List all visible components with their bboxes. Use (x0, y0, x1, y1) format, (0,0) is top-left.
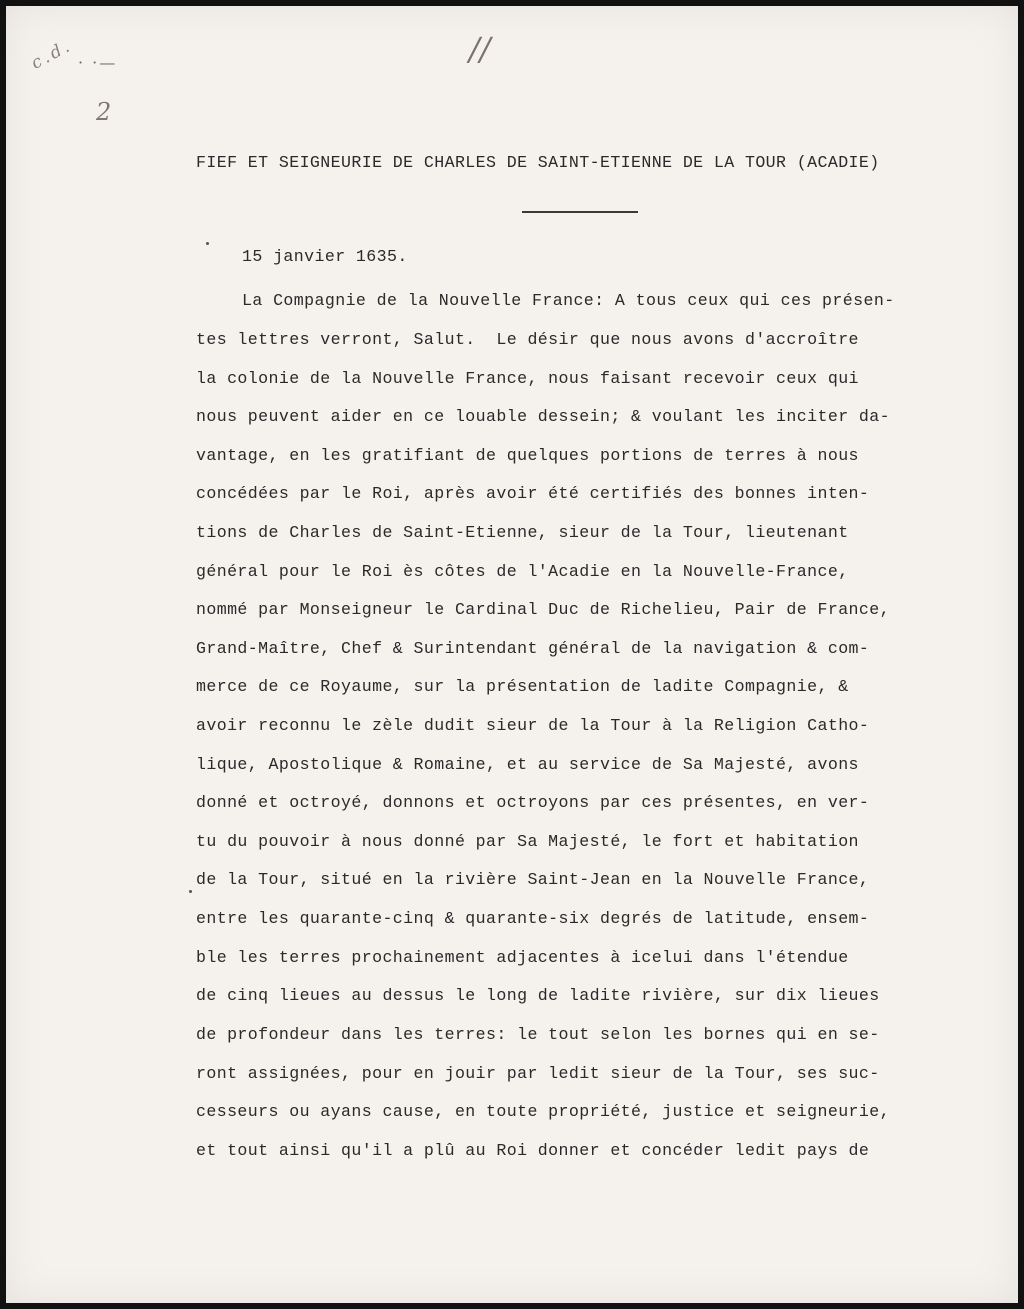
body-line: la colonie de la Nouvelle France, nous faisant recevoir ceux qui (196, 369, 859, 388)
body-line: Grand-Maître, Chef & Surintendant général de la navigation & com- (196, 639, 870, 658)
body-line: avoir reconnu le zèle dudit sieur de la Tour à la Religion Catho- (196, 716, 870, 735)
document-title: FIEF ET SEIGNEURIE DE CHARLES DE SAINT-ETIENNE DE LA TOUR (ACADIE) (196, 153, 880, 172)
ink-speck (189, 890, 192, 893)
body-line: nommé par Monseigneur le Cardinal Duc de Richelieu, Pair de France, (196, 600, 890, 619)
body-line: de profondeur dans les terres: le tout selon les bornes qui en se- (196, 1025, 880, 1044)
pencil-annotation-corner: c.d. (28, 35, 76, 74)
body-line: tes lettres verront, Salut. Le désir que nous avons d'accroître (196, 330, 859, 349)
body-line: entre les quarante-cinq & quarante-six degrés de latitude, ensem- (196, 909, 870, 928)
pencil-annotation-top: // (469, 30, 491, 68)
body-line: donné et octroyé, donnons et octroyons par ces présentes, en ver- (196, 793, 870, 812)
body-line: vantage, en les gratifiant de quelques portions de terres à nous (196, 446, 859, 465)
pencil-annotation-dash: · ·— (78, 53, 118, 72)
ink-speck (206, 242, 209, 245)
body-line: ront assignées, pour en jouir par ledit sieur de la Tour, ses suc- (196, 1064, 880, 1083)
body-line: de la Tour, situé en la rivière Saint-Jean en la Nouvelle France, (196, 870, 870, 889)
body-line: cesseurs ou ayans cause, en toute propriété, justice et seigneurie, (196, 1102, 890, 1121)
body-line: nous peuvent aider en ce louable dessein; & voulant les inciter da- (196, 407, 890, 426)
body-line: tu du pouvoir à nous donné par Sa Majesté, le fort et habitation (196, 832, 859, 851)
page-number: 2 (96, 98, 112, 126)
body-line: lique, Apostolique & Romaine, et au service de Sa Majesté, avons (196, 755, 859, 774)
body-line: ble les terres prochainement adjacentes à icelui dans l'étendue (196, 948, 849, 967)
body-line: merce de ce Royaume, sur la présentation de ladite Compagnie, & (196, 677, 849, 696)
body-line: de cinq lieues au dessus le long de ladite rivière, sur dix lieues (196, 986, 880, 1005)
body-line: concédées par le Roi, après avoir été certifiés des bonnes inten- (196, 484, 870, 503)
document-date: 15 janvier 1635. (242, 247, 408, 266)
document-page (6, 6, 1018, 1303)
body-line: tions de Charles de Saint-Etienne, sieur de la Tour, lieutenant (196, 523, 849, 542)
body-line: général pour le Roi ès côtes de l'Acadie en la Nouvelle-France, (196, 562, 849, 581)
body-line: et tout ainsi qu'il a plû au Roi donner et concéder ledit pays de (196, 1141, 870, 1160)
body-line: La Compagnie de la Nouvelle France: A tous ceux qui ces présen- (242, 291, 895, 310)
title-underline-divider (522, 211, 638, 213)
